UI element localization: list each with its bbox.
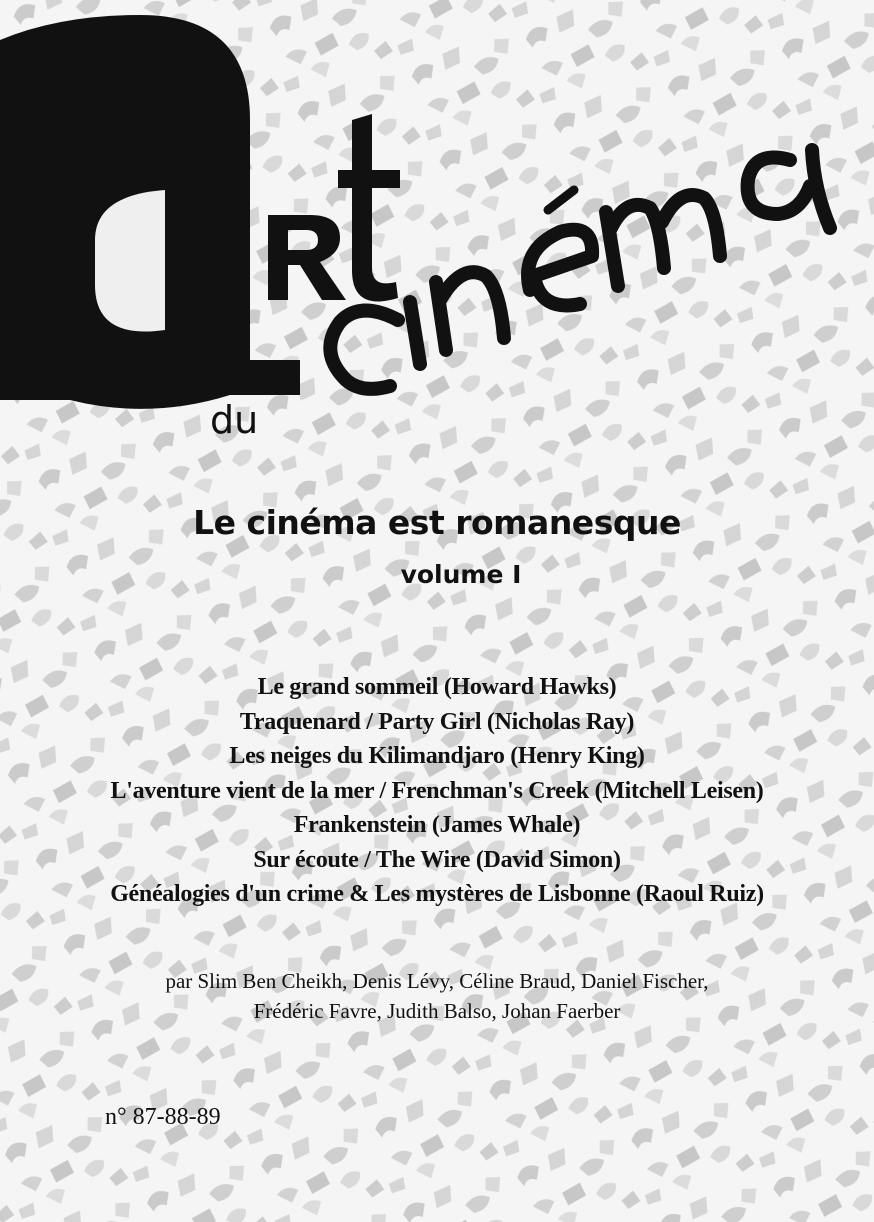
issue-volume: volume I (400, 560, 522, 589)
authors-line: Frédéric Favre, Judith Balso, Johan Faerber (253, 999, 621, 1023)
film-item: Généalogies d'un crime & Les mystères de Lisbonne (Raoul Ruiz) (110, 881, 764, 907)
film-item: Traquenard / Party Girl (Nicholas Ray) (239, 708, 635, 735)
issue-number: n° 87-88-89 (105, 1104, 221, 1130)
film-item: Frankenstein (James Whale) (293, 812, 581, 838)
film-item: L'aventure vient de la mer / Frenchman's Creek (Mitchell Leisen) (110, 777, 764, 804)
logo-du: du (210, 398, 259, 442)
film-list (0, 670, 874, 912)
film-item: Les neiges du Kilimandjaro (Henry King) (229, 743, 645, 769)
film-item: Le grand sommeil (Howard Hawks) (257, 674, 617, 700)
issue-title: Le cinéma est romanesque (193, 503, 681, 542)
logo-cinema-glyph (0, 0, 874, 460)
masthead-logo (0, 0, 874, 460)
authors-line: par Slim Ben Cheikh, Denis Lévy, Céline Braud, Daniel Fischer, (165, 969, 709, 993)
film-item: Sur écoute / The Wire (David Simon) (253, 846, 621, 873)
authors (0, 966, 874, 1026)
